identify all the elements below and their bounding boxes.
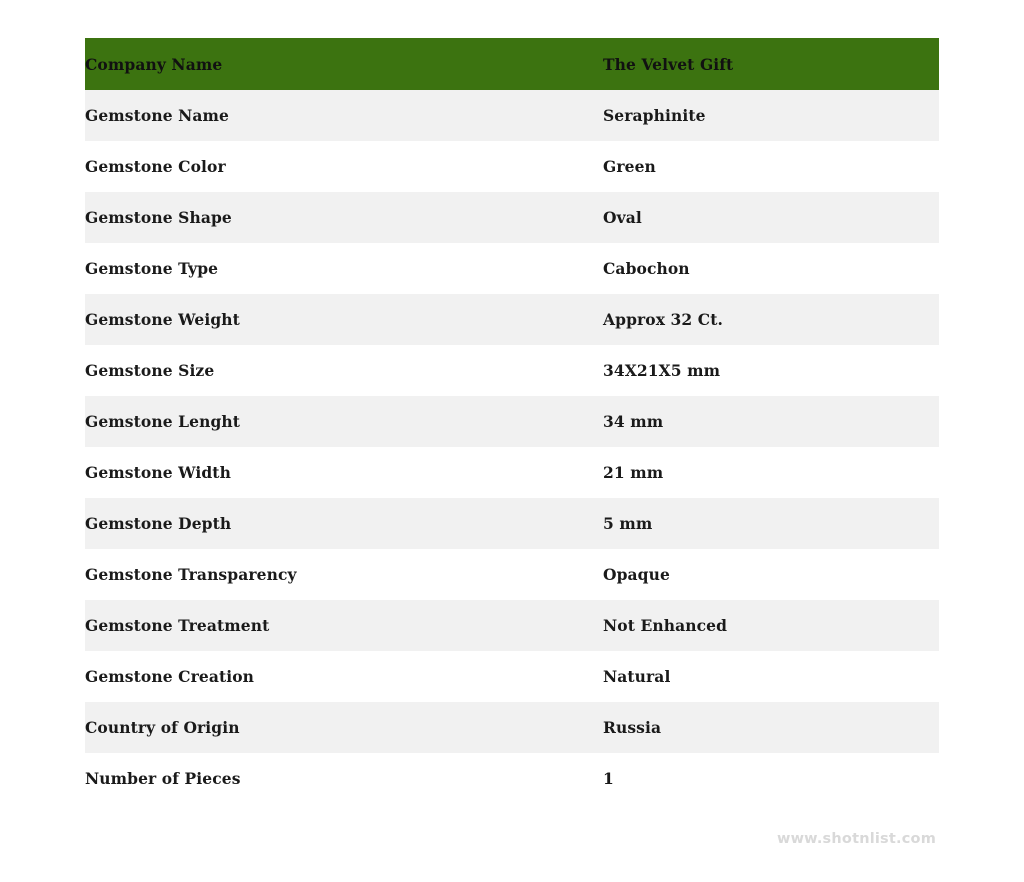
table-row — [85, 192, 939, 243]
table-header-row — [85, 38, 939, 90]
table-row — [85, 549, 939, 600]
row-value: 34X21X5 mm — [603, 345, 939, 396]
row-value: Seraphinite — [603, 90, 939, 141]
row-label: Gemstone Shape — [85, 192, 603, 243]
table-row — [85, 600, 939, 651]
table-row — [85, 498, 939, 549]
row-label: Gemstone Lenght — [85, 396, 603, 447]
row-value: 34 mm — [603, 396, 939, 447]
gemstone-specification-table — [85, 38, 939, 804]
row-value: Cabochon — [603, 243, 939, 294]
table-row — [85, 396, 939, 447]
row-value: 1 — [603, 753, 939, 804]
row-label: Gemstone Treatment — [85, 600, 603, 651]
row-label: Gemstone Color — [85, 141, 603, 192]
row-label: Country of Origin — [85, 702, 603, 753]
row-value: 21 mm — [603, 447, 939, 498]
table-row — [85, 90, 939, 141]
table-row — [85, 243, 939, 294]
row-value: Not Enhanced — [603, 600, 939, 651]
row-label: Gemstone Depth — [85, 498, 603, 549]
table-row — [85, 345, 939, 396]
row-value: Natural — [603, 651, 939, 702]
watermark: www.shotnlist.com — [776, 831, 936, 847]
table-body — [85, 38, 939, 804]
row-value: Green — [603, 141, 939, 192]
row-value: Oval — [603, 192, 939, 243]
table-row — [85, 447, 939, 498]
row-value: Russia — [603, 702, 939, 753]
header-value-cell: The Velvet Gift — [603, 38, 939, 90]
row-label: Gemstone Size — [85, 345, 603, 396]
table-row — [85, 651, 939, 702]
row-label: Gemstone Type — [85, 243, 603, 294]
row-value: Opaque — [603, 549, 939, 600]
row-label: Gemstone Name — [85, 90, 603, 141]
table-row — [85, 753, 939, 804]
table-row — [85, 141, 939, 192]
row-value: 5 mm — [603, 498, 939, 549]
row-label: Gemstone Weight — [85, 294, 603, 345]
row-label: Number of Pieces — [85, 753, 603, 804]
row-label: Gemstone Width — [85, 447, 603, 498]
row-label: Gemstone Transparency — [85, 549, 603, 600]
row-value: Approx 32 Ct. — [603, 294, 939, 345]
table-row — [85, 702, 939, 753]
table-row — [85, 294, 939, 345]
header-label-cell: Company Name — [85, 38, 603, 90]
row-label: Gemstone Creation — [85, 651, 603, 702]
